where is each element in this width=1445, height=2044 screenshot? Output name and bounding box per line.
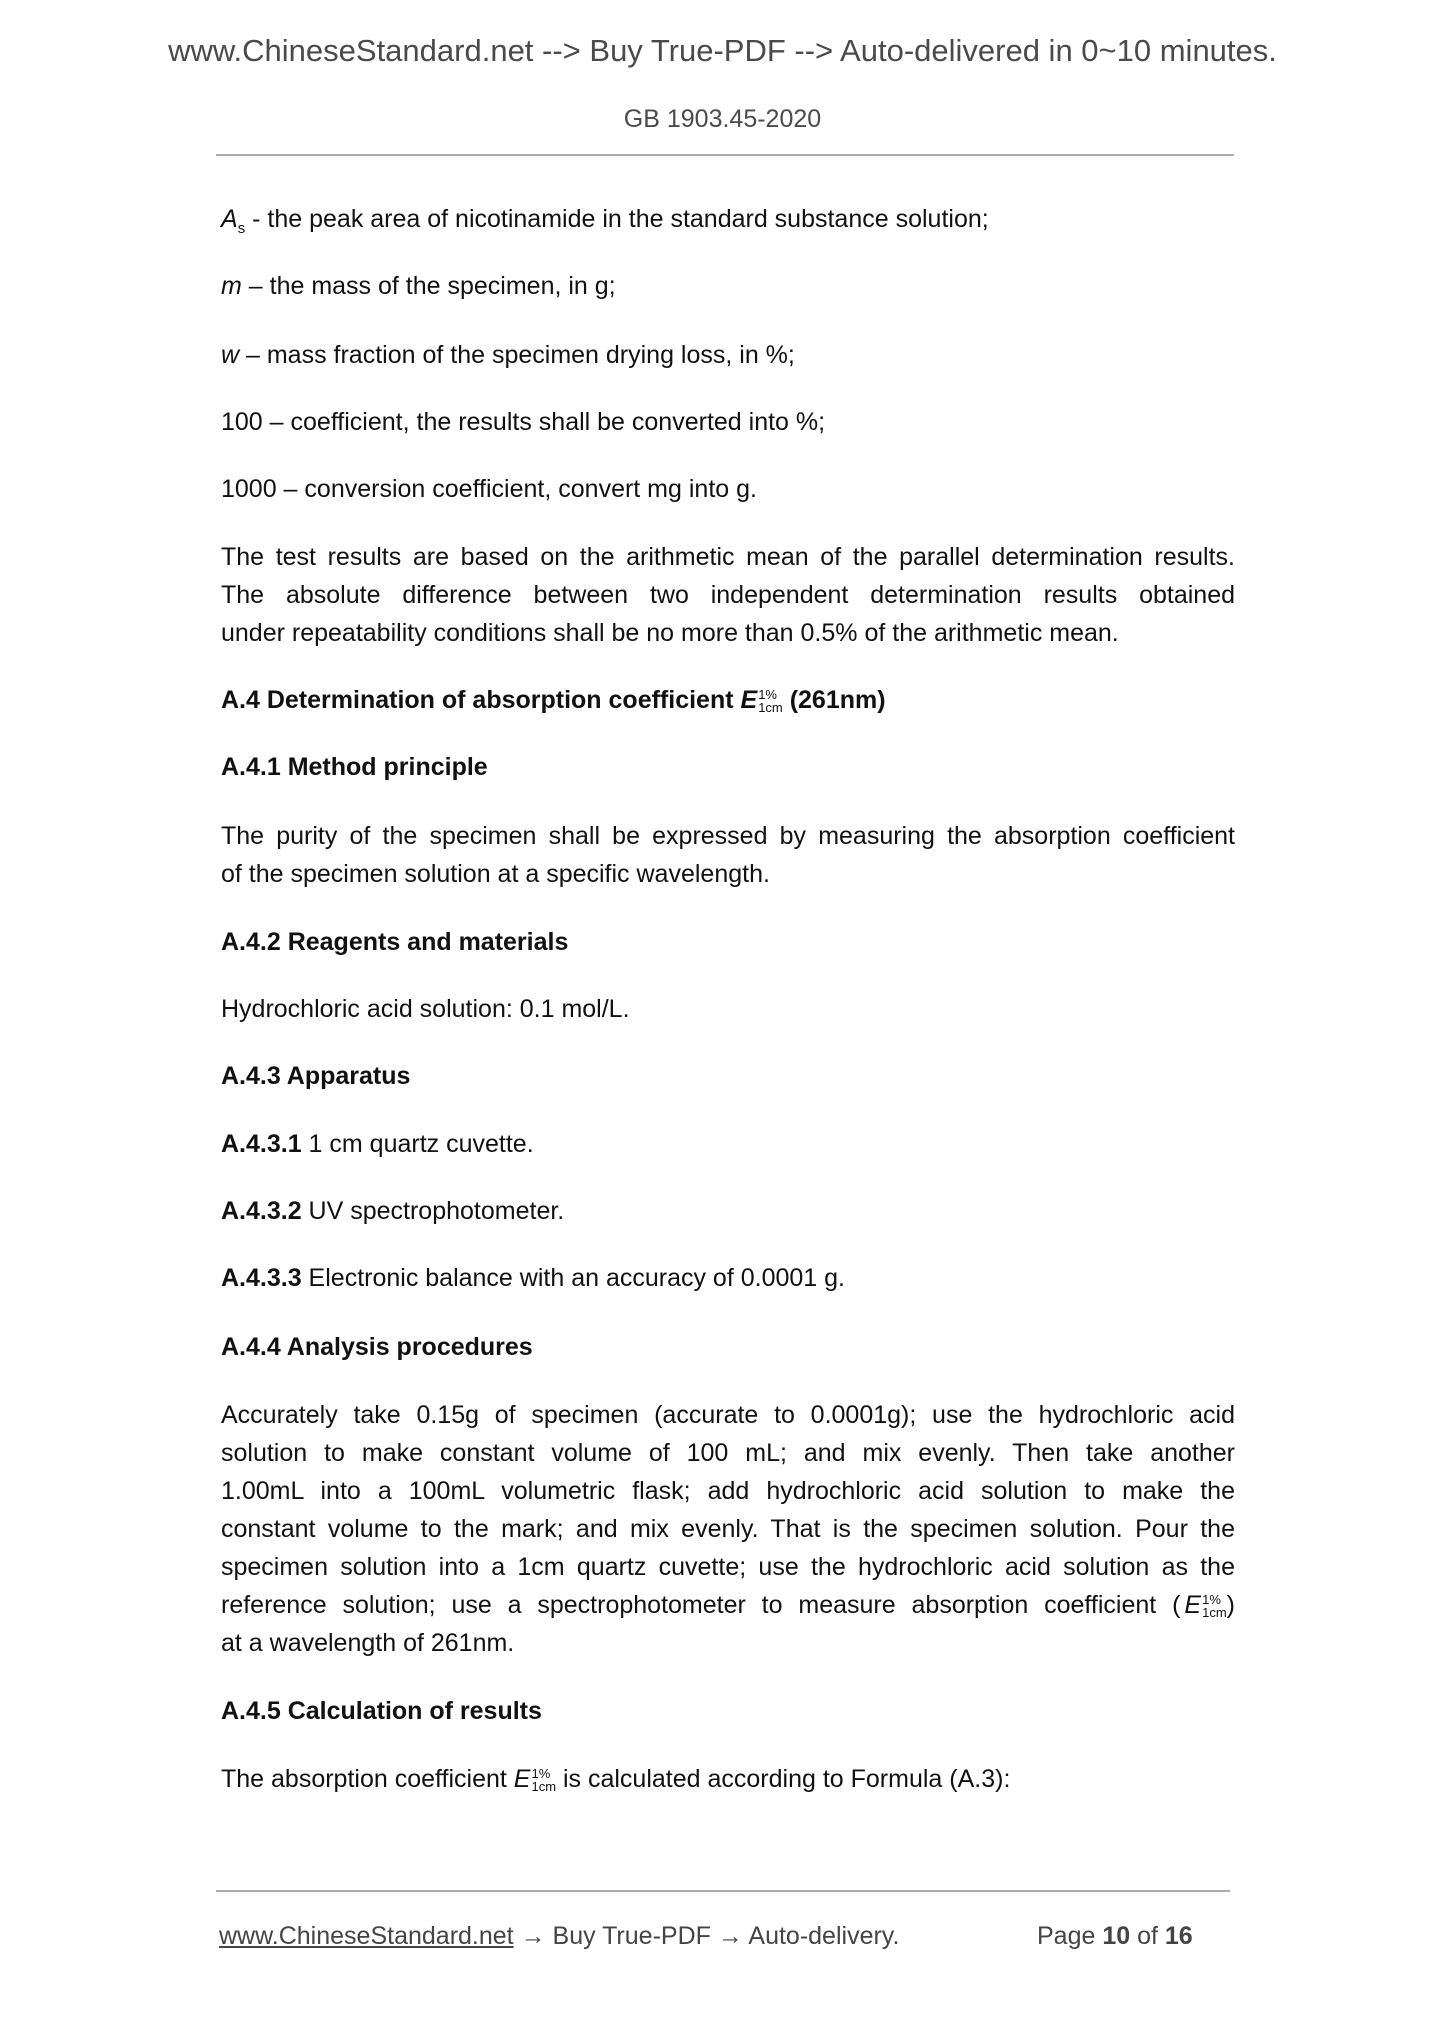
item-text: Electronic balance with an accuracy of 0.0001 g. <box>301 1264 845 1292</box>
absorption-coefficient-symbol <box>741 686 783 714</box>
line: The absolute difference between two independent determination results obtained <box>221 581 1235 609</box>
footer-rule <box>216 1890 1230 1892</box>
page-number <box>1037 1922 1193 1951</box>
definition-100: 100 – coefficient, the results shall be converted into %; <box>221 408 826 436</box>
apparatus-item-3 <box>221 1259 1235 1297</box>
subscript: 1cm <box>758 700 783 716</box>
results-paragraph <box>221 538 1235 652</box>
line: of the specimen solution at a specific wavelength. <box>221 860 770 888</box>
current-page: 10 <box>1102 1922 1131 1950</box>
apparatus-item-2 <box>221 1192 1235 1230</box>
banner-header: www.ChineseStandard.net --> Buy True-PDF --> Auto-delivered in 0~10 minutes. <box>168 33 1277 68</box>
page-label: Page <box>1037 1922 1103 1950</box>
total-pages: 16 <box>1164 1922 1193 1950</box>
definition-text: – the mass of the specimen, in g; <box>241 272 616 300</box>
line: Accurately take 0.15g of specimen (accurate to 0.0001g); use the hydrochloric acid <box>221 1401 1235 1429</box>
line: under repeatability conditions shall be no more than 0.5% of the arithmetic mean. <box>221 619 1119 647</box>
line: The purity of the specimen shall be expressed by measuring the absorption coefficient <box>221 822 1235 850</box>
definition-text: - the peak area of nicotinamide in the standard substance solution; <box>245 205 989 233</box>
superscript: 1% <box>758 687 777 703</box>
line <box>221 1586 1235 1624</box>
calculation-intro <box>221 1760 1235 1798</box>
reagent-text: Hydrochloric acid solution: 0.1 mol/L. <box>221 995 630 1023</box>
heading-text: A.4 Determination of absorption coefficient <box>221 686 741 714</box>
section-a43-heading: A.4.3 Apparatus <box>221 1062 411 1090</box>
symbol: E <box>513 1765 531 1793</box>
section-a42-heading: A.4.2 Reagents and materials <box>221 928 569 956</box>
symbol: A <box>221 205 238 233</box>
line: specimen solution into a 1cm quartz cuvette; use the hydrochloric acid solution as the <box>221 1553 1235 1581</box>
procedure-paragraph <box>221 1396 1235 1662</box>
of-label: of <box>1130 1922 1165 1950</box>
section-a44-heading: A.4.4 Analysis procedures <box>221 1333 533 1361</box>
close-paren: ) <box>1226 1591 1235 1619</box>
line: at a wavelength of 261nm. <box>221 1629 515 1657</box>
item-text: UV spectrophotometer. <box>301 1197 565 1225</box>
heading-suffix: (261nm) <box>782 686 886 714</box>
item-number: A.4.3.1 <box>221 1130 302 1158</box>
superscript: 1% <box>531 1766 551 1782</box>
section-a4-heading <box>221 681 1235 719</box>
principle-paragraph <box>221 817 1235 893</box>
superscript: 1% <box>1202 1592 1221 1608</box>
definition-1000: 1000 – conversion coefficient, convert mg into g. <box>221 475 757 503</box>
apparatus-item-1 <box>221 1125 1235 1163</box>
line: constant volume to the mark; and mix evenly. That is the specimen solution. Pour the <box>221 1515 1235 1543</box>
subscript: 1cm <box>531 1779 557 1795</box>
item-text: 1 cm quartz cuvette. <box>301 1130 534 1158</box>
line: The test results are based on the arithmetic mean of the parallel determination results. <box>221 543 1235 571</box>
line: solution to make constant volume of 100 mL; and mix evenly. Then take another <box>221 1439 1235 1467</box>
symbol: E <box>740 686 758 714</box>
header-rule <box>216 154 1234 156</box>
footer-link[interactable]: www.ChineseStandard.net <box>219 1922 514 1950</box>
subscript: s <box>237 220 246 237</box>
document-code: GB 1903.45-2020 <box>623 105 822 133</box>
item-number: A.4.3.3 <box>221 1264 302 1292</box>
subscript: 1cm <box>1202 1605 1227 1621</box>
line-text: reference solution; use a spectrophotometer to measure absorption coefficient ( <box>221 1591 1181 1619</box>
footer-left <box>219 1922 899 1951</box>
text: The absorption coefficient <box>221 1765 514 1793</box>
line: 1.00mL into a 100mL volumetric flask; add hydrochloric acid solution to make the <box>221 1477 1235 1505</box>
definition-text: – mass fraction of the specimen drying loss, in %; <box>239 341 795 369</box>
symbol: m <box>221 272 242 300</box>
item-number: A.4.3.2 <box>221 1197 302 1225</box>
symbol: E <box>1184 1591 1202 1619</box>
section-a45-heading: A.4.5 Calculation of results <box>221 1697 542 1725</box>
definition-w <box>221 336 1235 374</box>
definition-as <box>221 200 1235 248</box>
section-a41-heading: A.4.1 Method principle <box>221 753 488 781</box>
definition-m <box>221 267 1235 305</box>
text: is calculated according to Formula (A.3): <box>556 1765 1011 1793</box>
symbol: w <box>221 341 240 369</box>
footer-text: → Buy True-PDF → Auto-delivery. <box>513 1922 900 1950</box>
